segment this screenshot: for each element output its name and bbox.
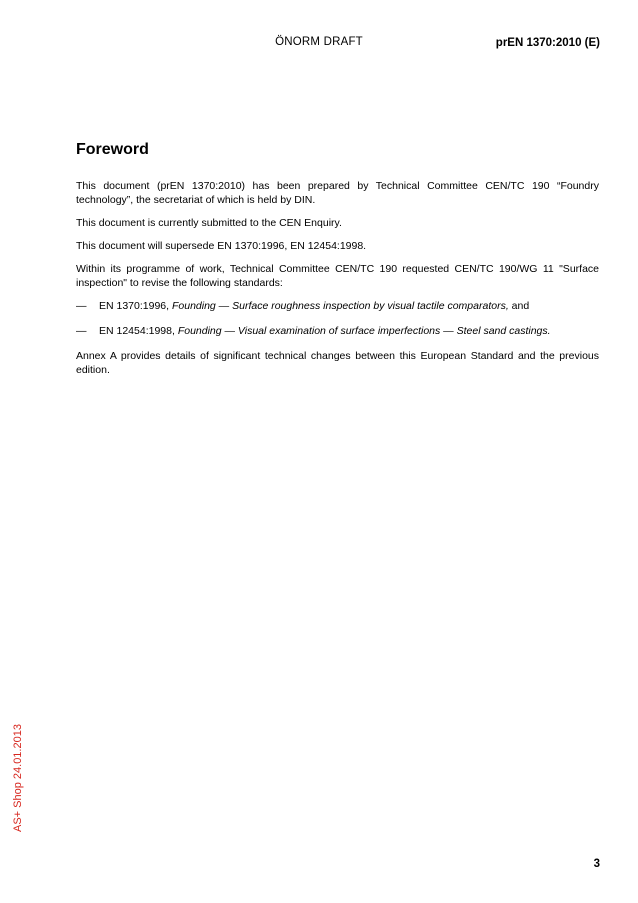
header-draft-label: ÖNORM DRAFT (275, 36, 363, 48)
standard-suffix: and (508, 300, 530, 312)
page-number: 3 (593, 858, 600, 870)
section-title: Foreword (76, 141, 149, 158)
standard-reference: EN 12454:1998, (99, 325, 178, 337)
standard-reference: EN 1370:1996, (99, 300, 172, 312)
foreword-section (76, 140, 599, 386)
standard-title: Founding — Visual examination of surface imperfections — Steel sand castings. (177, 325, 551, 337)
paragraph-programme: Within its programme of work, Technical Committee CEN/TC 190 requested CEN/TC 190/WG 11 "Surface inspection" to revise the following standards: (76, 263, 599, 289)
list-item-standard (76, 299, 599, 313)
header-document-id: prEN 1370:2010 (E) (495, 37, 600, 49)
list-dash: — (76, 300, 87, 312)
standard-title: Founding — Surface roughness inspection by visual tactile comparators, (171, 300, 509, 312)
paragraph-supersede: This document will supersede EN 1370:1996, EN 12454:1998. (76, 240, 367, 252)
paragraph-enquiry: This document is currently submitted to the CEN Enquiry. (76, 217, 342, 229)
paragraph-annex: Annex A provides details of significant technical changes between this European Standard and the previous edition. (76, 350, 599, 376)
list-dash: — (76, 325, 87, 337)
paragraph-prepared-by: This document (prEN 1370:2010) has been prepared by Technical Committee CEN/TC 190 “Foundry technology”, the secretariat of which is held by DIN. (76, 180, 599, 206)
shop-watermark-stamp: AS+ Shop 24.01.2013 (12, 724, 24, 832)
list-item-standard (76, 324, 599, 338)
